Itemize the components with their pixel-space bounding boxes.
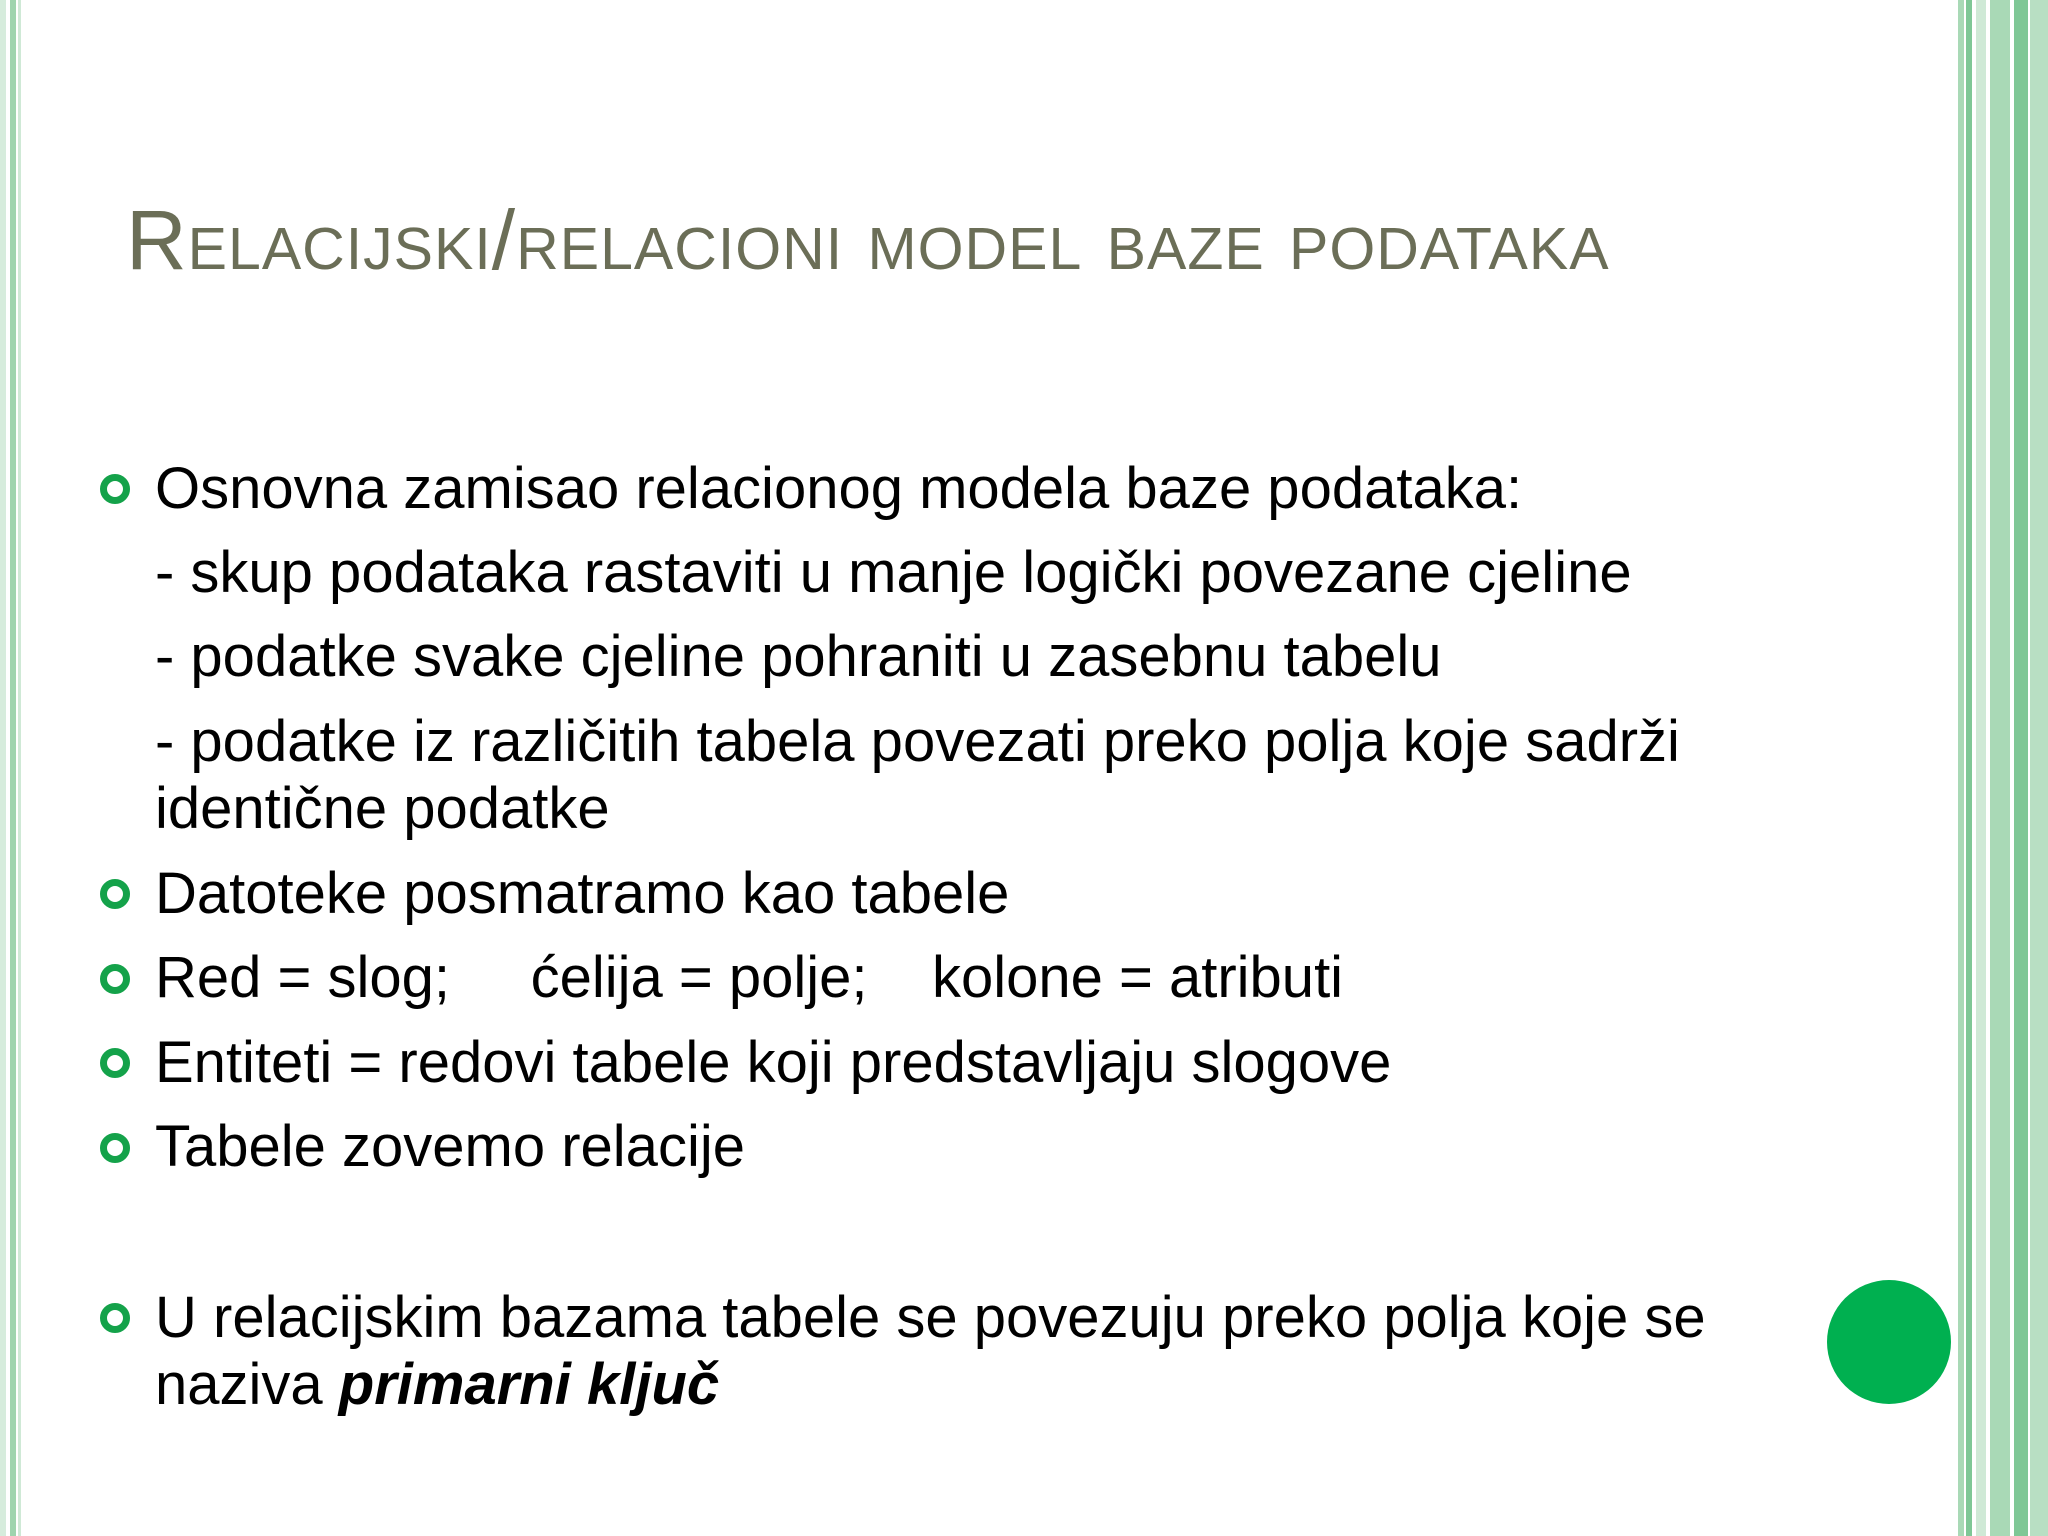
text-prefix: naziva <box>155 1352 339 1417</box>
stripe <box>2030 0 2048 1536</box>
bullet-icon <box>100 964 130 994</box>
bullet-icon <box>100 1048 130 1078</box>
bullet-text: Tabele zovemo relacije <box>155 1114 745 1179</box>
bullet-icon <box>100 879 130 909</box>
bullet-text: Red = slog; ćelija = polje; kolone = atributi <box>155 945 1344 1010</box>
emphasis-text: primarni ključ <box>338 1352 720 1417</box>
bullet-text: U relacijskim bazama tabele se povezuju preko polja koje se <box>155 1285 1706 1350</box>
stripe <box>2014 0 2028 1536</box>
bullet-text: Entiteti = redovi tabele koji predstavljaju slogove <box>155 1030 1392 1095</box>
bullet-icon <box>100 1303 130 1333</box>
bullet-icon <box>100 1133 130 1163</box>
stripe <box>1966 0 1972 1536</box>
sub-line: - podatke svake cjeline pohraniti u zasebnu tabelu <box>155 624 1442 689</box>
sub-line: - skup podataka rastaviti u manje logički povezane cjeline <box>155 540 1632 605</box>
sub-line: - podatke iz različitih tabela povezati preko polja koje sadrži <box>155 709 1680 774</box>
stripe <box>1958 0 1964 1536</box>
bullet-text-continuation <box>155 1351 719 1419</box>
left-border-line <box>10 0 16 1536</box>
left-border-line <box>0 0 6 1536</box>
stripe <box>1976 0 1986 1536</box>
sub-line: identične podatke <box>155 776 610 841</box>
bullet-text: Osnovna zamisao relacionog modela baze podataka: <box>155 456 1523 521</box>
slide-title: Relacijski/relacioni model baze podataka <box>126 193 1610 287</box>
right-decorative-stripes <box>1958 0 2048 1536</box>
stripe <box>1990 0 2010 1536</box>
green-circle-decoration <box>1827 1280 1951 1404</box>
left-border-line <box>18 0 21 1536</box>
bullet-text: Datoteke posmatramo kao tabele <box>155 861 1010 926</box>
bullet-icon <box>100 474 130 504</box>
